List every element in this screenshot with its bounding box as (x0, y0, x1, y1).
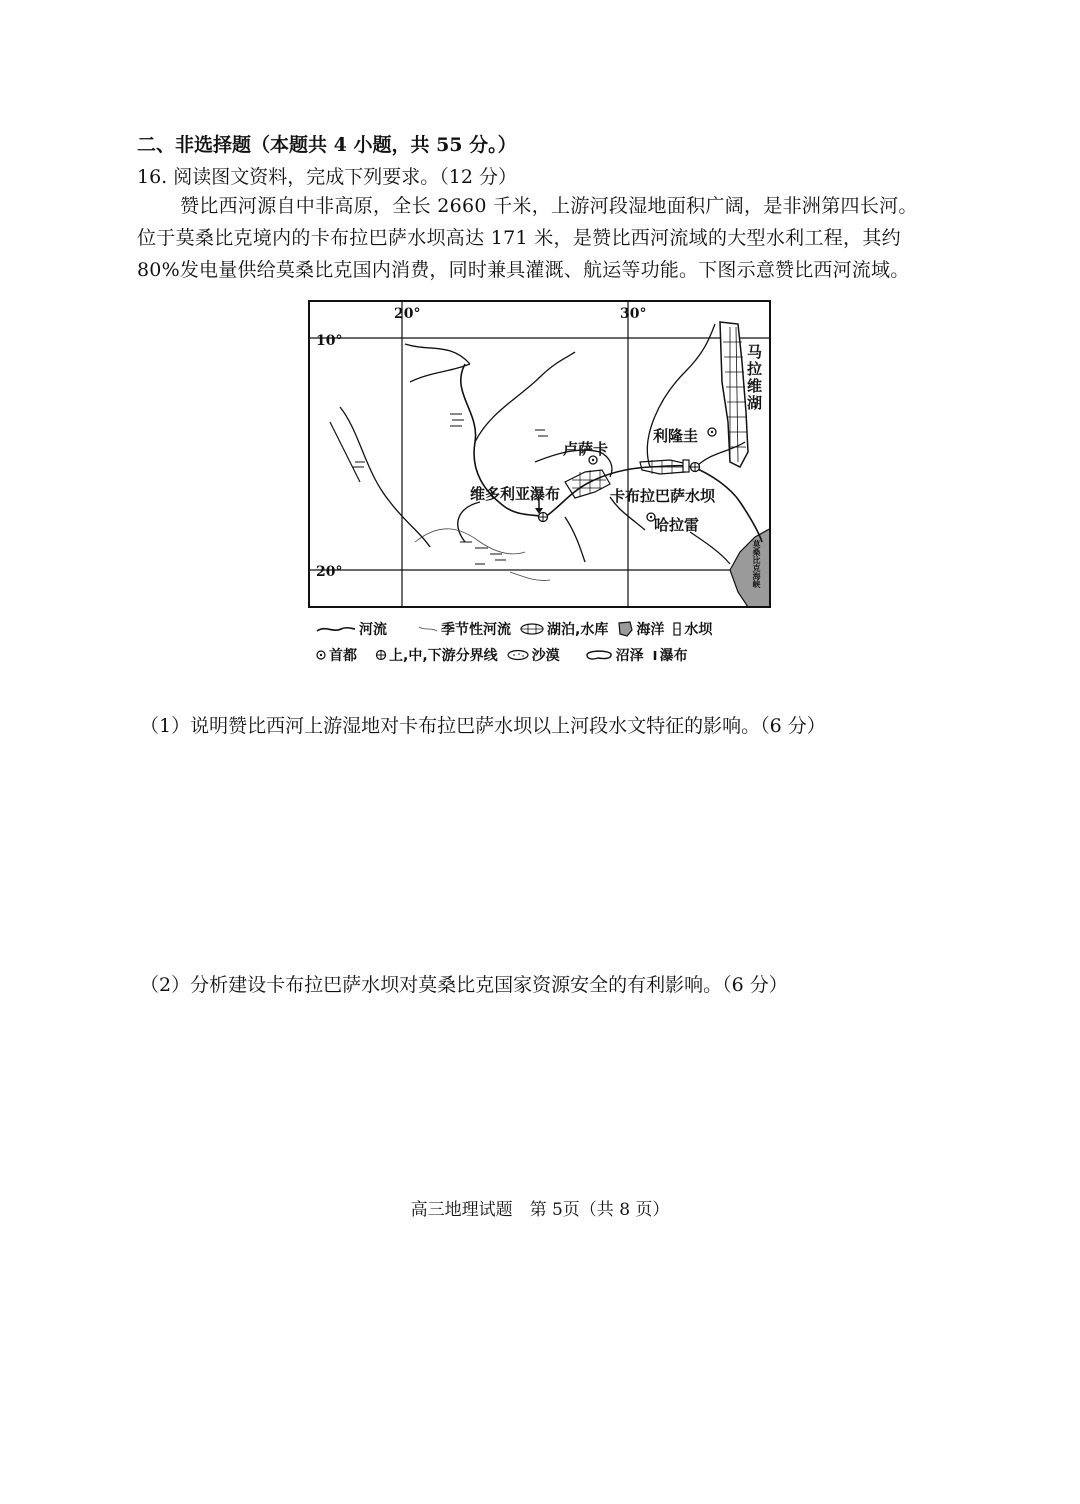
zambezi-river (461, 364, 762, 542)
map-legend (315, 616, 785, 668)
legend-desert-label: 沙漠 (531, 648, 560, 664)
capital-icon (315, 649, 327, 661)
legend-desert (506, 645, 560, 665)
legend-capital-label: 首都 (329, 648, 357, 664)
lake-icon (519, 622, 545, 636)
legend-capital (315, 645, 357, 665)
desert-icon (506, 648, 530, 662)
label-lilongwe: 利隆圭 (653, 427, 699, 445)
legend-falls-label: 瀑布 (659, 648, 688, 664)
lat-10-label: 10° (316, 333, 343, 349)
legend-seasonal (417, 619, 511, 639)
legend-dam-label: 水坝 (684, 622, 713, 638)
question-stem: 16. 阅读图文资料，完成下列要求。（12 分） (137, 166, 517, 188)
legend-river (315, 619, 387, 639)
lon-30-label: 30° (620, 306, 647, 322)
legend-swamp (584, 645, 644, 665)
legend-falls (652, 645, 688, 665)
sub-question-2: （2）分析建设卡布拉巴萨水坝对莫桑比克国家资源安全的有利影响。（6 分） (140, 974, 788, 996)
label-mozambique-channel: 莫桑比克海峡 (752, 540, 761, 588)
legend-boundary (375, 645, 498, 665)
paragraph-line-2: 位于莫桑比克境内的卡布拉巴萨水坝高达 171 米，是赞比西河流域的大型水利工程，其约 (137, 227, 901, 249)
map-drawing (310, 302, 771, 608)
legend-river-label: 河流 (359, 622, 387, 638)
legend-ocean (616, 619, 664, 639)
label-lake-malawi: 马拉维湖 (745, 344, 763, 412)
paragraph-line-3: 80%发电量供给莫桑比克国内消费，同时兼具灌溉、航运等功能。下图示意赞比西河流域。 (137, 259, 910, 281)
legend-swamp-label: 沼泽 (615, 648, 644, 664)
legend-seasonal-label: 季节性河流 (441, 622, 511, 638)
sub-question-1: （1）说明赞比西河上游湿地对卡布拉巴萨水坝以上河段水文特征的影响。（6 分） (140, 715, 826, 737)
seasonal-river-icon (417, 623, 439, 635)
legend-ocean-label: 海洋 (636, 622, 665, 638)
legend-dam (672, 619, 712, 639)
dam-icon (672, 621, 682, 637)
legend-boundary-label: 上,中,下游分界线 (389, 648, 498, 664)
dam-symbol (683, 460, 689, 472)
lat-20-label: 20° (316, 564, 343, 580)
legend-lake (519, 619, 608, 639)
label-lusaka: 卢萨卡 (563, 440, 609, 458)
boundary-icon (375, 649, 387, 661)
lon-20-label: 20° (394, 306, 421, 322)
ocean-icon (616, 620, 634, 638)
legend-lake-label: 湖泊,水库 (547, 622, 609, 638)
page-footer: 高三地理试题 第 5页（共 8 页） (410, 1200, 670, 1220)
zambezi-basin-map (308, 300, 771, 608)
river-icon (315, 623, 357, 635)
falls-icon (652, 648, 658, 662)
label-cahora-bassa-dam: 卡布拉巴萨水坝 (610, 487, 716, 505)
section-heading: 二、非选择题（本题共 4 小题，共 55 分。） (137, 134, 517, 156)
label-victoria-falls: 维多利亚瀑布 (470, 485, 561, 503)
label-harare: 哈拉雷 (654, 516, 700, 534)
paragraph-line-1: 赞比西河源自中非高原，全长 2660 千米，上游河段湿地面积广阔，是非洲第四长河。 (180, 195, 918, 217)
swamp-icon (584, 648, 614, 662)
